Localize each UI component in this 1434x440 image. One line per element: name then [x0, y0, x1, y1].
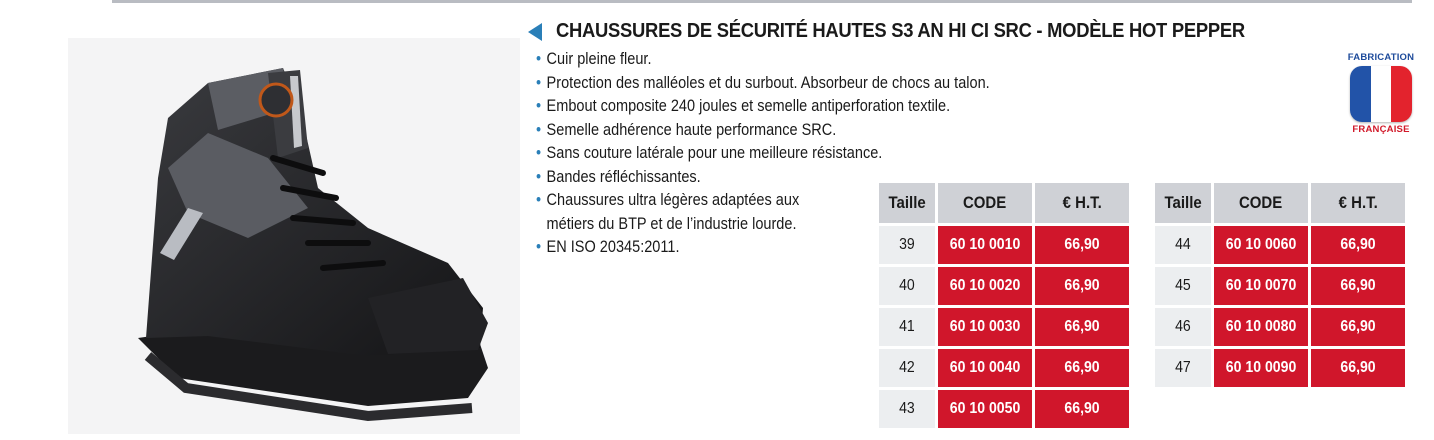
code-cell — [1214, 349, 1308, 387]
price-cell-value: 66,90 — [1064, 236, 1100, 253]
code-cell-value: 60 10 0050 — [949, 400, 1021, 417]
price-cell — [1311, 226, 1405, 264]
code-cell — [938, 308, 1032, 346]
badge-top-label: FABRICATION — [1347, 52, 1415, 63]
size-cell — [879, 349, 935, 387]
product-title-row — [528, 20, 1305, 43]
made-in-france-badge — [1346, 52, 1416, 135]
price-cell-value: 66,90 — [1340, 236, 1376, 253]
size-cell — [879, 226, 935, 264]
price-cell — [1035, 349, 1129, 387]
table-row — [879, 308, 1129, 346]
size-cell-value: 41 — [899, 318, 915, 335]
code-cell — [938, 349, 1032, 387]
code-cell-value: 60 10 0070 — [1225, 277, 1297, 294]
price-cell-value: 66,90 — [1064, 359, 1100, 376]
flag-red-band — [1391, 66, 1412, 122]
price-cell-value: 66,90 — [1340, 359, 1376, 376]
price-cell — [1035, 267, 1129, 305]
size-cell-value: 42 — [899, 359, 915, 376]
french-flag-icon — [1350, 66, 1412, 122]
header-price — [1311, 183, 1405, 223]
size-cell-value: 39 — [899, 236, 915, 253]
price-cell-value: 66,90 — [1340, 318, 1376, 335]
feature-line: métiers du BTP et de l’industrie lourde. — [546, 214, 797, 233]
price-cell — [1311, 349, 1405, 387]
price-cell — [1035, 390, 1129, 428]
code-cell-value: 60 10 0060 — [1225, 236, 1297, 253]
code-cell — [1214, 226, 1308, 264]
header-code — [938, 183, 1032, 223]
feature-item: • EN ISO 20345:2011. — [536, 236, 990, 260]
price-cell-value: 66,90 — [1064, 318, 1100, 335]
safety-boot-photo — [68, 38, 520, 434]
table-row — [1155, 308, 1405, 346]
price-cell — [1311, 267, 1405, 305]
table-row — [1155, 267, 1405, 305]
size-cell — [879, 390, 935, 428]
feature-line: • Chaussures ultra légères adaptées aux — [546, 191, 800, 209]
size-cell-value: 45 — [1175, 277, 1191, 294]
size-cell — [1155, 226, 1211, 264]
table-body — [879, 226, 1129, 428]
size-cell-value: 47 — [1175, 359, 1191, 376]
code-cell — [1214, 308, 1308, 346]
code-cell — [1214, 267, 1308, 305]
header-code-label: CODE — [1239, 193, 1283, 212]
price-cell-value: 66,90 — [1064, 277, 1100, 294]
size-cell-value: 43 — [899, 400, 915, 417]
size-cell — [879, 267, 935, 305]
feature-item: • Bandes réfléchissantes. — [536, 166, 990, 190]
header-code — [1214, 183, 1308, 223]
feature-item: • Semelle adhérence haute performance SRC. — [536, 119, 990, 143]
header-code-label: CODE — [963, 193, 1007, 212]
price-cell-value: 66,90 — [1064, 400, 1100, 417]
header-size — [1155, 183, 1211, 223]
table-row — [879, 390, 1129, 428]
header-price-label: € H.T. — [1338, 193, 1378, 212]
arrow-left-icon — [528, 23, 542, 41]
table-row — [1155, 349, 1405, 387]
code-cell-value: 60 10 0010 — [949, 236, 1021, 253]
top-rule — [112, 0, 1412, 3]
code-cell — [938, 226, 1032, 264]
price-cell — [1035, 226, 1129, 264]
size-cell-value: 44 — [1175, 236, 1191, 253]
table-row — [1155, 226, 1405, 264]
size-cell-value: 46 — [1175, 318, 1191, 335]
code-cell-value: 60 10 0040 — [949, 359, 1021, 376]
size-cell-value: 40 — [899, 277, 915, 294]
table-row — [879, 226, 1129, 264]
table-row — [879, 267, 1129, 305]
price-cell — [1311, 308, 1405, 346]
header-size — [879, 183, 935, 223]
feature-item: • Protection des malléoles et du surbout. Absorbeur de chocs au talon. — [536, 72, 990, 96]
price-cell-value: 66,90 — [1340, 277, 1376, 294]
size-cell — [1155, 267, 1211, 305]
price-table-left — [876, 180, 1132, 431]
table-body — [1155, 226, 1405, 387]
product-title: CHAUSSURES DE SÉCURITÉ HAUTES S3 AN HI CI SRC - MODÈLE HOT PEPPER — [556, 20, 1245, 42]
table-row — [879, 349, 1129, 387]
code-cell — [938, 267, 1032, 305]
price-cell — [1035, 308, 1129, 346]
code-cell-value: 60 10 0080 — [1225, 318, 1297, 335]
size-cell — [879, 308, 935, 346]
code-cell — [938, 390, 1032, 428]
table-header-row — [879, 183, 1129, 223]
price-table-right — [1152, 180, 1408, 390]
flag-white-band — [1371, 66, 1392, 122]
code-cell-value: 60 10 0030 — [949, 318, 1021, 335]
header-size-label: Taille — [888, 193, 926, 212]
flag-blue-band — [1350, 66, 1371, 122]
size-cell — [1155, 349, 1211, 387]
size-cell — [1155, 308, 1211, 346]
badge-bottom-label: FRANÇAISE — [1352, 124, 1410, 135]
table-header-row — [1155, 183, 1405, 223]
header-price-label: € H.T. — [1062, 193, 1102, 212]
header-price — [1035, 183, 1129, 223]
code-cell-value: 60 10 0020 — [949, 277, 1021, 294]
feature-item: • Sans couture latérale pour une meilleure résistance. — [536, 142, 990, 166]
header-size-label: Taille — [1164, 193, 1202, 212]
code-cell-value: 60 10 0090 — [1225, 359, 1297, 376]
feature-item: • Embout composite 240 joules et semelle antiperforation textile. — [536, 95, 990, 119]
feature-item: • Cuir pleine fleur. — [536, 48, 990, 72]
